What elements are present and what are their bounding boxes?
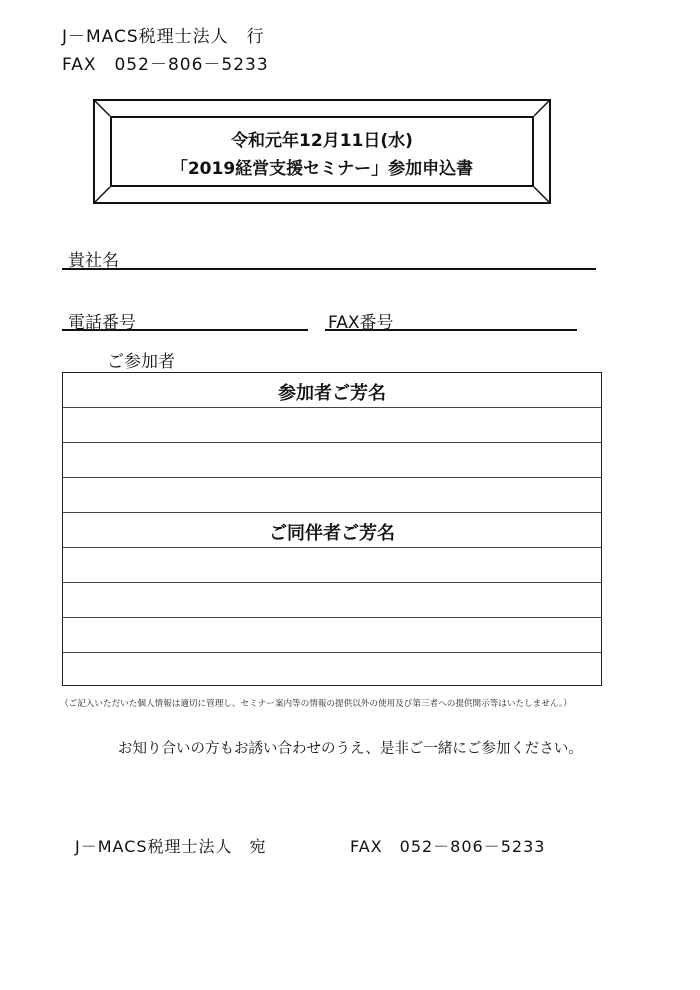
participant-name-header: 参加者ご芳名 — [278, 383, 386, 404]
participant-name-row[interactable] — [63, 478, 601, 513]
companion-header-row — [63, 513, 601, 548]
form-title: 「2019経営支援セミナー」参加申込書 — [170, 159, 474, 179]
privacy-note: （ご記入いただいた個人情報は適切に管理し、セミナー案内等の情報の提供以外の使用及び第三者への提供開示等はいたしません。） — [60, 699, 572, 709]
fax-number-field[interactable] — [325, 329, 577, 331]
participant-name-row[interactable] — [63, 408, 601, 443]
companion-name-row[interactable] — [63, 653, 601, 685]
footer-addressee: J－MACS税理士法人 宛 — [75, 837, 267, 856]
phone-number-label: 電話番号 — [68, 313, 136, 333]
company-name-field[interactable] — [62, 268, 596, 270]
participant-name-row[interactable] — [63, 443, 601, 478]
title-frame-bevel — [93, 99, 551, 204]
participant-table — [62, 372, 602, 686]
companion-name-row[interactable] — [63, 583, 601, 618]
companion-name-header: ご同伴者ご芳名 — [269, 523, 395, 544]
phone-number-field[interactable] — [62, 329, 308, 331]
fax-number-label: FAX番号 — [328, 313, 394, 333]
header-fax-number: FAX 052－806－5233 — [62, 55, 269, 75]
header-addressee: J－MACS税理士法人 行 — [62, 27, 265, 47]
participant-header-row — [63, 373, 601, 408]
companion-name-row[interactable] — [63, 618, 601, 653]
invitation-message: お知り合いの方もお誘い合わせのうえ、是非ご一緒にご参加ください。 — [118, 741, 583, 757]
participants-label: ご参加者 — [107, 352, 175, 372]
seminar-date: 令和元年12月11日(水) — [231, 131, 413, 151]
company-name-label: 貴社名 — [68, 251, 119, 271]
footer-fax-number: FAX 052－806－5233 — [350, 837, 546, 856]
companion-name-row[interactable] — [63, 548, 601, 583]
